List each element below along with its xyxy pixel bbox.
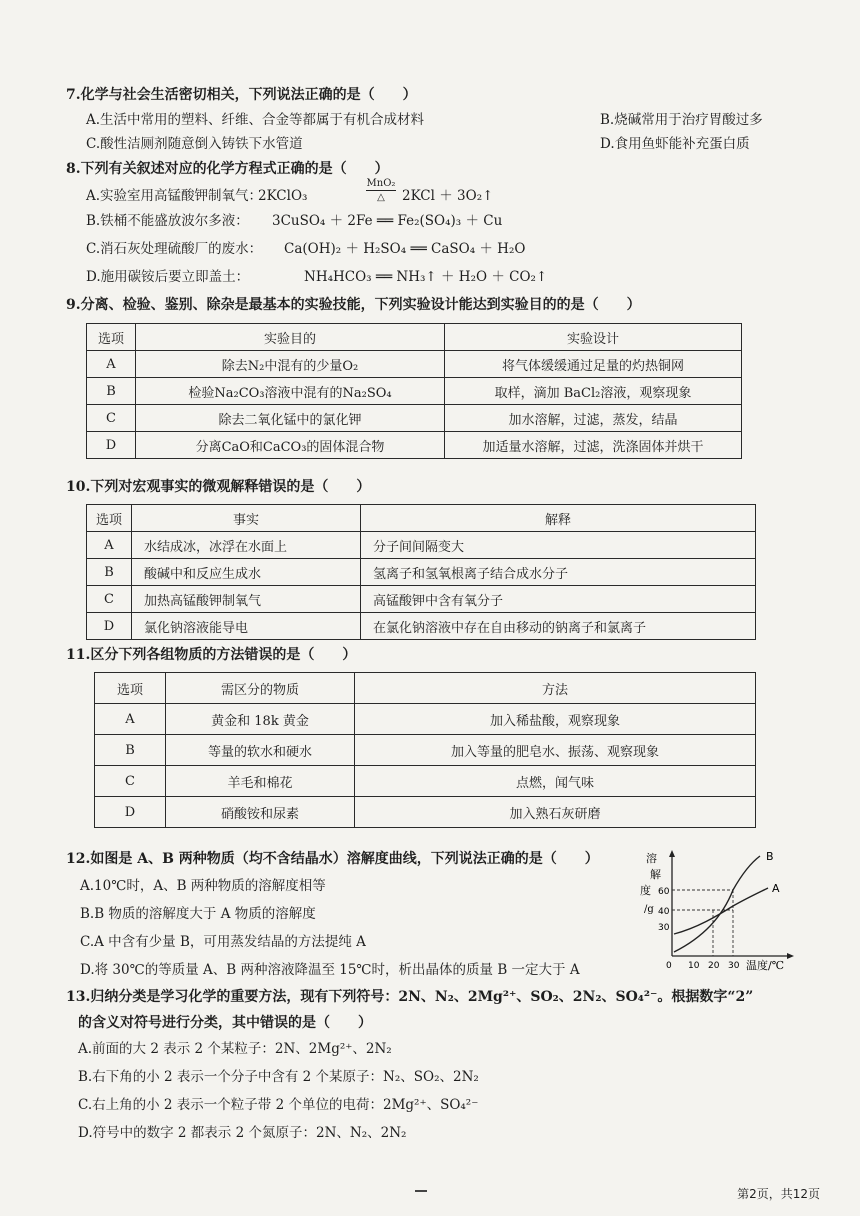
table-header-substances: 需区分的物质 — [166, 673, 355, 704]
table-row — [95, 766, 756, 797]
y-tick-30: 30 — [658, 923, 670, 933]
cell-substances: 羊毛和棉花 — [166, 766, 355, 797]
table-header-option: 选项 — [95, 673, 166, 704]
q12-option-c: C.A 中含有少量 B，可用蒸发结晶的方法提纯 A — [80, 934, 366, 950]
cell-option: B — [87, 559, 132, 586]
table-row — [87, 405, 742, 432]
curve-a — [674, 888, 768, 934]
cell-fact: 加热高锰酸钾制氧气 — [132, 586, 361, 613]
cell-option: D — [87, 432, 136, 459]
q8-d-equation: NH₄HCO₃ ══ NH₃↑ ＋ H₂O ＋ CO₂↑ — [304, 269, 548, 285]
table-row — [87, 432, 742, 459]
cell-explanation: 在氯化钠溶液中存在自由移动的钠离子和氯离子 — [361, 613, 756, 640]
cell-method: 加入稀盐酸，观察现象 — [355, 704, 756, 735]
q11-table — [94, 672, 756, 828]
q7-option-a: A.生活中常用的塑料、纤维、合金等都属于有机合成材料 — [86, 112, 425, 128]
cell-method: 加入熟石灰研磨 — [355, 797, 756, 828]
y-axis-arrow — [669, 850, 675, 857]
q8-option-d: D.施用碳铵后要立即盖土： — [86, 269, 250, 285]
y-tick-40: 40 — [658, 907, 670, 917]
cell-explanation: 氢离子和氢氧根离子结合成水分子 — [361, 559, 756, 586]
x-tick-10: 10 — [688, 961, 700, 971]
y-label-4: /g — [644, 904, 654, 915]
q13-option-c: C.右上角的小 2 表示一个粒子带 2 个单位的电荷：2Mg²⁺、SO₄²⁻ — [78, 1097, 479, 1113]
solubility-graph — [622, 848, 812, 976]
cell-option: D — [95, 797, 166, 828]
q8-a-catalyst-label: MnO₂ — [366, 178, 396, 189]
table-row — [87, 532, 756, 559]
cell-goal: 分离CaO和CaCO₃的固体混合物 — [136, 432, 445, 459]
x-axis-label: 温度/℃ — [746, 959, 785, 972]
y-label-2: 解 — [650, 868, 661, 881]
cell-explanation: 分子间间隔变大 — [361, 532, 756, 559]
cell-option: A — [95, 704, 166, 735]
x-axis-arrow — [787, 953, 794, 959]
table-row — [87, 351, 742, 378]
cell-substances: 等量的软水和硬水 — [166, 735, 355, 766]
cell-design: 加水溶解，过滤，蒸发，结晶 — [445, 405, 742, 432]
table-header-row — [87, 324, 742, 351]
q13-stem: 13.归纳分类是学习化学的重要方法，现有下列符号：2N、N₂、2Mg²⁺、SO₂、2N₂、SO₄²⁻。根据数字“2” — [66, 989, 754, 1005]
table-row — [95, 735, 756, 766]
cell-explanation: 高锰酸钾中含有氧分子 — [361, 586, 756, 613]
cell-option: B — [95, 735, 166, 766]
curve-a-label: A — [772, 882, 780, 895]
table-header-row — [87, 505, 756, 532]
q13-stem-2: 的含义对符号进行分类，其中错误的是（ ） — [78, 1015, 372, 1031]
cell-substances: 硝酸铵和尿素 — [166, 797, 355, 828]
q8-option-c: C.消石灰处理硫酸厂的废水： — [86, 241, 263, 257]
cell-method: 点燃，闻气味 — [355, 766, 756, 797]
cell-fact: 酸碱中和反应生成水 — [132, 559, 361, 586]
cell-fact: 氯化钠溶液能导电 — [132, 613, 361, 640]
table-row — [87, 559, 756, 586]
q7-option-d: D.食用鱼虾能补充蛋白质 — [600, 136, 750, 152]
cell-substances: 黄金和 18k 黄金 — [166, 704, 355, 735]
q8-a-arrow-line — [366, 190, 396, 191]
q12-option-a: A.10℃时，A、B 两种物质的溶解度相等 — [80, 878, 326, 894]
x-tick-20: 20 — [708, 961, 720, 971]
table-row — [87, 586, 756, 613]
q8-c-equation: Ca(OH)₂ ＋ H₂SO₄ ══ CaSO₄ ＋ H₂O — [284, 241, 526, 257]
table-header-row — [95, 673, 756, 704]
origin-label: 0 — [666, 961, 672, 971]
y-tick-60: 60 — [658, 887, 670, 897]
cell-goal: 除去N₂中混有的少量O₂ — [136, 351, 445, 378]
cell-option: A — [87, 532, 132, 559]
cell-option: A — [87, 351, 136, 378]
q7-option-c: C.酸性洁厕剂随意倒入铸铁下水管道 — [86, 136, 303, 152]
table-header-explanation: 解释 — [361, 505, 756, 532]
cell-option: D — [87, 613, 132, 640]
q8-a-right: 2KCl ＋ 3O₂↑ — [402, 188, 494, 204]
page-number: 第2页，共12页 — [737, 1187, 820, 1201]
q10-stem: 10.下列对宏观事实的微观解释错误的是（ ） — [66, 479, 371, 495]
table-row — [95, 797, 756, 828]
q8-stem: 8.下列有关叙述对应的化学方程式正确的是（ ） — [66, 161, 389, 177]
cell-option: B — [87, 378, 136, 405]
cell-option: C — [87, 405, 136, 432]
q7-stem: 7.化学与社会生活密切相关，下列说法正确的是（ ） — [66, 87, 417, 103]
table-row — [87, 378, 742, 405]
q13-option-b: B.右下角的小 2 表示一个分子中含有 2 个某原子：N₂、SO₂、2N₂ — [78, 1069, 479, 1085]
q13-option-d: D.符号中的数字 2 都表示 2 个氮原子：2N、N₂、2N₂ — [78, 1125, 407, 1141]
cell-design: 将气体缓缓通过足量的灼热铜网 — [445, 351, 742, 378]
q8-a-condition: △ — [377, 192, 385, 203]
table-header-option: 选项 — [87, 505, 132, 532]
q7-option-b: B.烧碱常用于治疗胃酸过多 — [600, 112, 763, 128]
cell-design: 取样，滴加 BaCl₂溶液，观察现象 — [445, 378, 742, 405]
q9-stem: 9.分离、检验、鉴别、除杂是最基本的实验技能，下列实验设计能达到实验目的的是（ ） — [66, 297, 641, 313]
table-row — [87, 613, 756, 640]
q8-option-a: A.实验室用高锰酸钾制氧气： — [86, 188, 263, 204]
q12-stem: 12.如图是 A、B 两种物质（均不含结晶水）溶解度曲线，下列说法正确的是（ ） — [66, 851, 599, 867]
cell-goal: 除去二氧化锰中的氯化钾 — [136, 405, 445, 432]
cell-design: 加适量水溶解，过滤，洗涤固体并烘干 — [445, 432, 742, 459]
cell-option: C — [87, 586, 132, 613]
q11-stem: 11.区分下列各组物质的方法错误的是（ ） — [66, 647, 357, 663]
q8-b-equation: 3CuSO₄ ＋ 2Fe ══ Fe₂(SO₄)₃ ＋ Cu — [272, 213, 503, 229]
q9-table — [86, 323, 742, 459]
q10-table — [86, 504, 756, 640]
q8-a-left: 2KClO₃ — [258, 188, 308, 204]
cell-option: C — [95, 766, 166, 797]
q8-option-b: B.铁桶不能盛放波尔多液： — [86, 213, 249, 229]
q8-a-catalyst — [366, 178, 396, 203]
q13-option-a: A.前面的大 2 表示 2 个某粒子：2N、2Mg²⁺、2N₂ — [78, 1041, 392, 1057]
table-header-goal: 实验目的 — [136, 324, 445, 351]
table-header-option: 选项 — [87, 324, 136, 351]
scan-mark — [415, 1190, 427, 1192]
table-row — [95, 704, 756, 735]
y-label-1: 溶 — [646, 852, 657, 865]
y-label-3: 度 — [640, 884, 651, 897]
q12-option-d: D.将 30℃的等质量 A、B 两种溶液降温至 15℃时，析出晶体的质量 B 一定大于 A — [80, 962, 580, 978]
x-tick-30: 30 — [728, 961, 740, 971]
q12-option-b: B.B 物质的溶解度大于 A 物质的溶解度 — [80, 906, 316, 922]
cell-method: 加入等量的肥皂水、振荡、观察现象 — [355, 735, 756, 766]
table-header-method: 方法 — [355, 673, 756, 704]
cell-goal: 检验Na₂CO₃溶液中混有的Na₂SO₄ — [136, 378, 445, 405]
table-header-design: 实验设计 — [445, 324, 742, 351]
cell-fact: 水结成冰，冰浮在水面上 — [132, 532, 361, 559]
curve-b — [674, 856, 760, 952]
curve-b-label: B — [766, 850, 774, 863]
table-header-fact: 事实 — [132, 505, 361, 532]
